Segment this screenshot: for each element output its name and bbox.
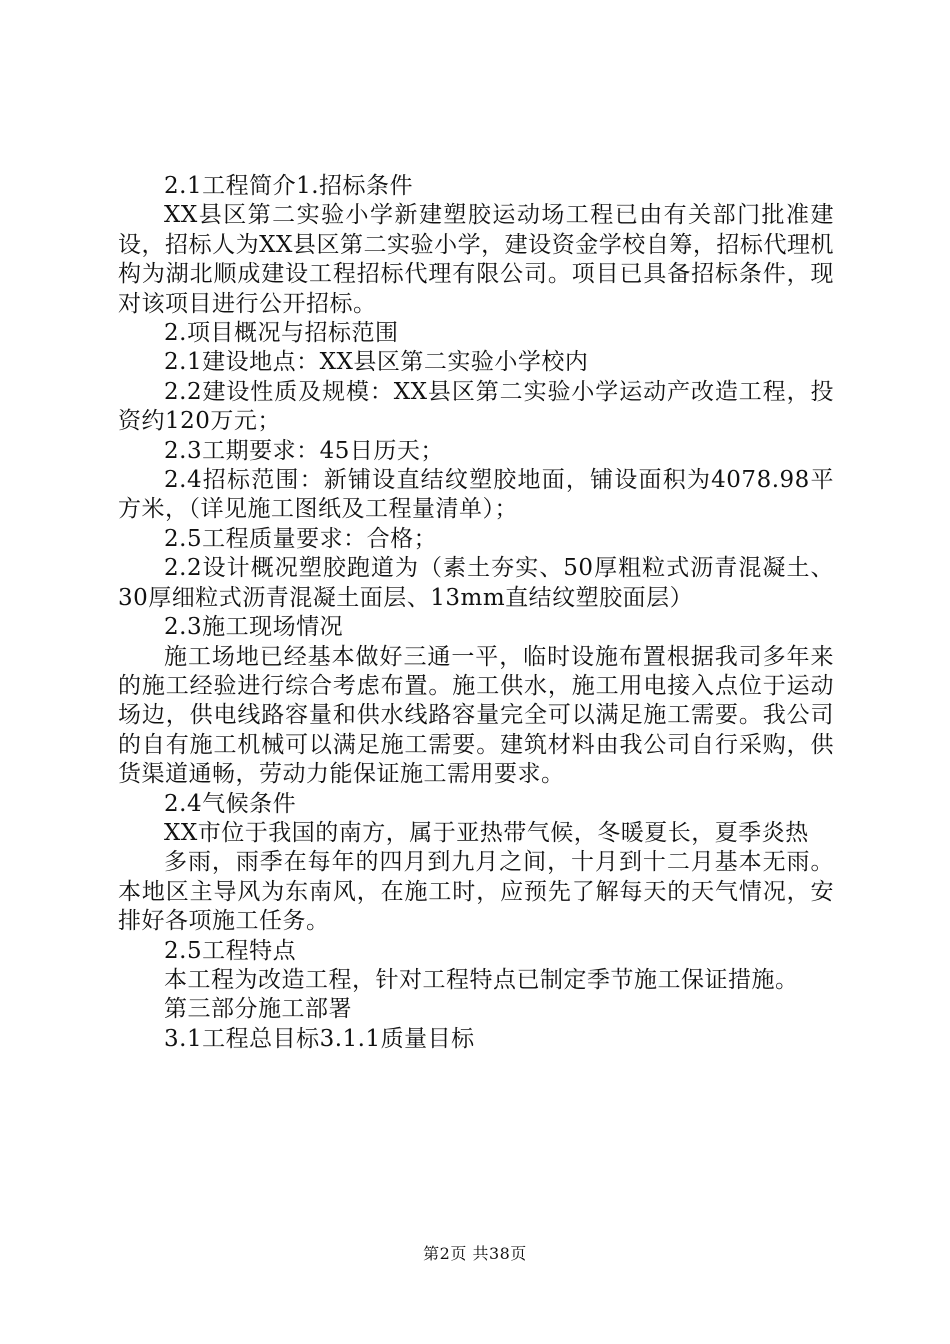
heading-part-three: 第三部分施工部署	[164, 996, 352, 1023]
paragraph-climate-2: 多雨，雨季在每年的四月到九月之间，十月到十二月基本无雨。本地区主导风为东南风，在施工时，应预先了解每天的天气情况，安排好各项施工任务。	[118, 849, 834, 935]
heading-site-conditions: 2.3施工现场情况	[164, 614, 344, 641]
item-tender-scope: 2.4招标范围：新铺设直结纹塑胶地面，铺设面积为4078.98平方米，（详见施工图纸及工程量清单）；	[118, 467, 834, 523]
item-quality-requirement: 2.5工程质量要求：合格；	[164, 525, 438, 552]
heading-climate: 2.4气候条件	[164, 790, 297, 817]
heading-features: 2.5工程特点	[164, 937, 297, 964]
item-construction-nature: 2.2建设性质及规模：XX县区第二实验小学运动产改造工程，投资约120万元；	[118, 378, 834, 435]
heading-quality-goal: 3.1工程总目标3.1.1质量目标	[164, 1025, 475, 1052]
document-body	[118, 172, 834, 1054]
paragraph-site-conditions: 施工场地已经基本做好三通一平，临时设施布置根据我司多年来的施工经验进行综合考虑布置。施工供水，施工用电接入点位于运动场边，供电线路容量和供水线路容量完全可以满足施工需要。我公司的自有施工机械可以满足施工需要。建筑材料由我公司自行采购，供货渠道通畅，劳动力能保证施工需用要求。	[118, 643, 834, 788]
item-design-overview: 2.2设计概况塑胶跑道为（素土夯实、50厚粗粒式沥青混凝土、30厚细粒式沥青混凝土面层、13mm直结纹塑胶面层）	[118, 555, 834, 611]
item-construction-site: 2.1建设地点：XX县区第二实验小学校内	[164, 349, 589, 376]
heading-project-overview: 2.1工程简介1.招标条件	[164, 173, 414, 199]
item-schedule: 2.3工期要求：45日历天；	[164, 437, 444, 464]
heading-project-scope: 2.项目概况与招标范围	[164, 320, 399, 347]
paragraph-tender-conditions: XX县区第二实验小学新建塑胶运动场工程已由有关部门批准建设，招标人为XX县区第二实验小学，建设资金学校自筹，招标代理机构为湖北顺成建设工程招标代理有限公司。项目已具备招标条件，现对该项目进行公开招标。	[118, 202, 834, 317]
page-footer: 第2页 共38页	[423, 1244, 527, 1263]
paragraph-climate-1: XX市位于我国的南方，属于亚热带气候，冬暖夏长，夏季炎热	[164, 819, 809, 846]
paragraph-features: 本工程为改造工程，针对工程特点已制定季节施工保证措施。	[164, 966, 799, 993]
